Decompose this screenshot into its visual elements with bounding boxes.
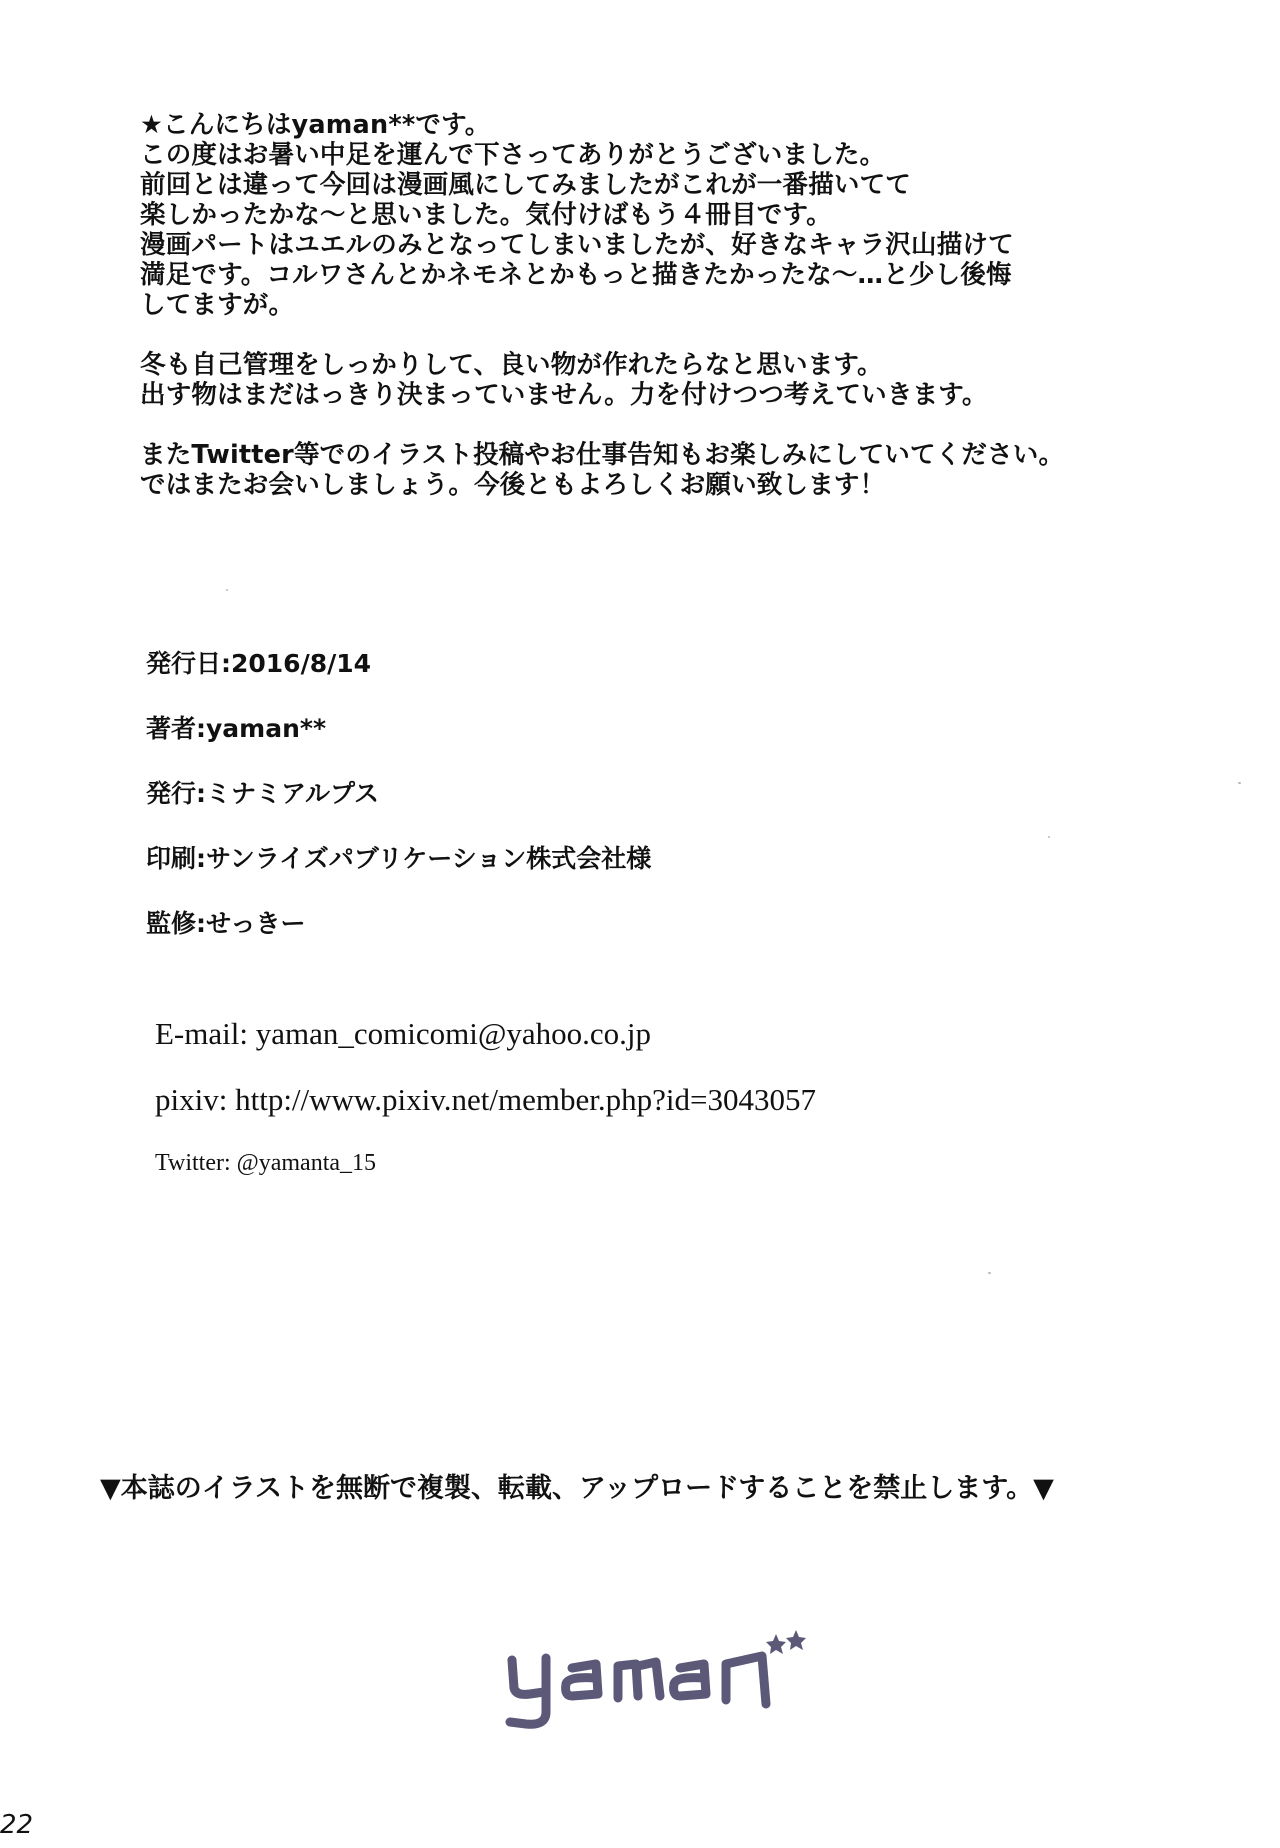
dust-speck (226, 589, 228, 591)
message-line: 漫画パートはユエルのみとなってしまいましたが、好きなキャラ沢山描けて (140, 230, 1014, 260)
message-line: してますが。 (140, 290, 295, 320)
pixiv-link: pixiv: http://www.pixiv.net/member.php?id=3043057 (155, 1082, 816, 1117)
colophon (146, 648, 846, 973)
message-line: 冬も自己管理をしっかりして、良い物が作れたらなと思います。 (140, 350, 883, 380)
twitter-handle: Twitter: @yamanta_15 (155, 1150, 377, 1176)
message-line: ★こんにちはyaman**です。 (140, 110, 491, 140)
supervisor-credit: 監修:せっきー (146, 909, 306, 938)
message-line: 前回とは違って今回は漫画風にしてみましたがこれが一番描いてて (140, 170, 912, 200)
email-address: E-mail: yaman_comicomi@yahoo.co.jp (155, 1016, 651, 1051)
afterword-message (140, 110, 1200, 500)
paragraph-gap (140, 320, 1200, 350)
contact-info (155, 1014, 816, 1178)
message-line: またTwitter等でのイラスト投稿やお仕事告知もお楽しみにしていてください。 (140, 440, 1065, 470)
message-line: この度はお暑い中足を運んで下さってありがとうございました。 (140, 140, 886, 170)
author-credit: 著者:yaman** (146, 714, 327, 743)
page-number: 22 (0, 1810, 34, 1840)
paragraph-gap (140, 410, 1200, 440)
message-line: 満足です。コルワさんとかネモネとかもっと描きたかったな〜…と少し後悔 (140, 260, 1012, 290)
dust-speck (988, 1272, 991, 1274)
publication-date: 発行日:2016/8/14 (146, 649, 372, 678)
copyright-notice: ▼本誌のイラストを無断で複製、転載、アップロードすることを禁止します。▼ (100, 1473, 1054, 1504)
yaman-signature-logo (500, 1610, 810, 1730)
printer-credit: 印刷:サンライズパブリケーション株式会社様 (146, 844, 652, 873)
message-line: ではまたお会いしましょう。今後ともよろしくお願い致します！ (140, 470, 886, 500)
message-line: 出す物はまだはっきり決まっていません。力を付けつつ考えていきます。 (140, 380, 988, 410)
publisher-credit: 発行:ミナミアルプス (146, 779, 379, 808)
message-line: 楽しかったかな〜と思いました。気付けばもう４冊目です。 (140, 200, 832, 230)
dust-speck (1048, 836, 1050, 838)
dust-speck (1238, 782, 1241, 784)
